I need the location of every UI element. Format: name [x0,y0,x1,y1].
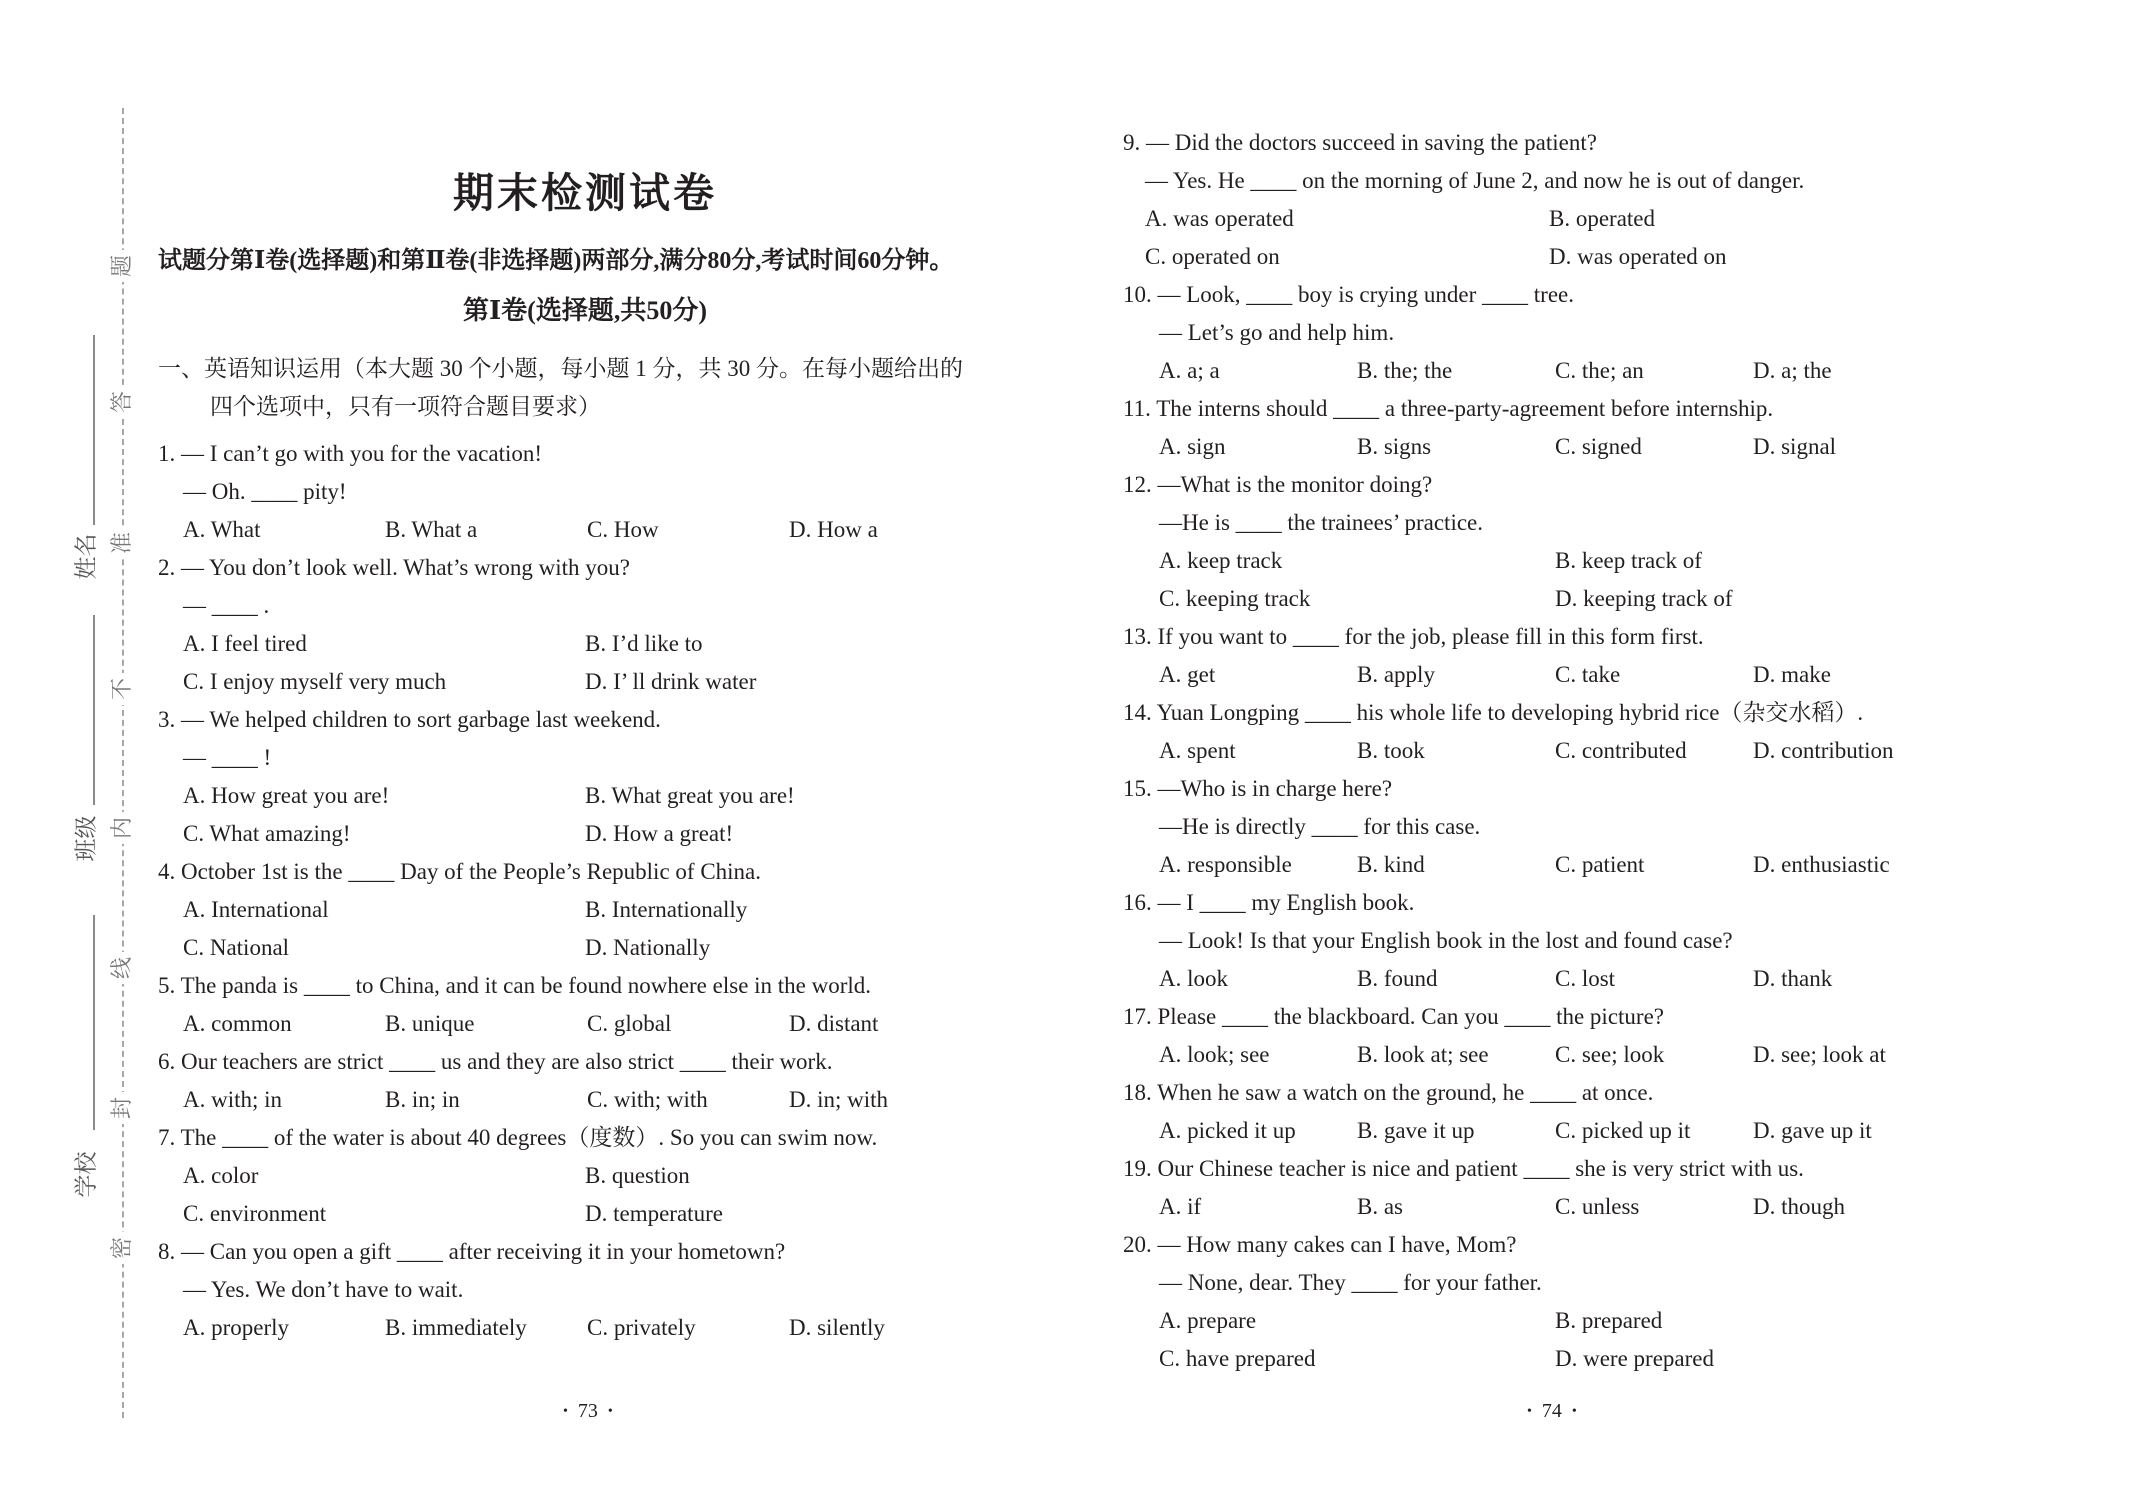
option-b[interactable]: B. took [1357,738,1425,763]
question [1123,1150,1951,1226]
name-field-line[interactable] [93,335,95,525]
question-stem: 2. — You don’t look well. What’s wrong with you? [158,555,630,580]
options-row [1123,732,1951,770]
name-field-label: 姓名 [73,533,99,580]
school-field-label: 学校 [73,1151,99,1198]
option-b[interactable]: B. question [585,1163,690,1188]
binding-char: 不 [106,673,138,705]
options-row [1123,1112,1951,1150]
option-a[interactable]: A. common [183,1011,292,1036]
option-b[interactable]: B. look at; see [1357,1042,1489,1067]
question-stem: 8. — Can you open a gift ____ after receiving it in your hometown? [158,1239,786,1264]
question-dialogue: — Yes. We don’t have to wait. [183,1277,464,1302]
option-a[interactable]: A. was operated [1145,206,1294,231]
option-c[interactable]: C. global [587,1011,672,1036]
option-d[interactable]: D. enthusiastic [1753,852,1890,877]
question-stem: 3. — We helped children to sort garbage last weekend. [158,707,661,732]
options-row [1123,846,1951,884]
question-stem: 15. —Who is in charge here? [1123,776,1393,801]
question-stem: 13. If you want to ____ for the job, please fill in this form first. [1123,624,1704,649]
page-number-right: • 74 • [1527,1400,1577,1422]
options-row [1123,1302,1951,1340]
option-c[interactable]: C. signed [1555,434,1642,459]
option-c[interactable]: C. keeping track [1159,586,1311,611]
option-c[interactable]: C. contributed [1555,738,1687,763]
option-b[interactable]: B. gave it up [1357,1118,1475,1143]
question-stem: 11. The interns should ____ a three-party-agreement before internship. [1123,396,1774,421]
option-c[interactable]: C. the; an [1555,358,1644,383]
question [1123,1074,1951,1150]
options-row [158,511,991,549]
question-stem: 14. Yuan Longping ____ his whole life to developing hybrid rice（杂交水稻）. [1123,700,1864,725]
question-stem: 9. — Did the doctors succeed in saving the patient? [1123,130,1597,155]
options-row [158,1309,991,1347]
binding-dashed-line [122,108,124,1418]
option-b[interactable]: B. apply [1357,662,1435,687]
option-d[interactable]: D. Nationally [585,935,711,960]
option-a[interactable]: A. I feel tired [183,631,307,656]
exam-intro: 试题分第Ⅰ卷(选择题)和第Ⅱ卷(非选择题)两部分,满分80分,考试时间60分钟。 [158,248,954,274]
option-d[interactable]: D. contribution [1753,738,1894,763]
option-c[interactable]: C. with; with [587,1087,708,1112]
binding-char: 内 [106,812,138,844]
option-a[interactable]: A. picked it up [1159,1118,1296,1143]
option-b[interactable]: B. immediately [385,1315,527,1340]
option-d[interactable]: D. make [1753,662,1831,687]
option-a[interactable]: A. get [1159,662,1216,687]
question-stem: 12. —What is the monitor doing? [1123,472,1433,497]
question [158,967,991,1043]
options-row [158,929,991,967]
question [1123,998,1951,1074]
option-a[interactable]: A. International [183,897,329,922]
page-number-left: • 73 • [563,1400,613,1422]
option-b[interactable]: B. the; the [1357,358,1453,383]
option-b[interactable]: B. found [1357,966,1438,991]
option-a[interactable]: A. How great you are! [183,783,390,808]
options-row [158,777,991,815]
option-c[interactable]: C. How [587,517,659,542]
option-c[interactable]: C. privately [587,1315,696,1340]
option-b[interactable]: B. kind [1357,852,1425,877]
option-c[interactable]: C. lost [1555,966,1616,991]
option-d[interactable]: D. thank [1753,966,1833,991]
option-b[interactable]: B. unique [385,1011,475,1036]
options-row [1123,1036,1951,1074]
options-row [158,1195,991,1233]
option-d[interactable]: D. silently [789,1315,885,1340]
option-a[interactable]: A. responsible [1159,852,1292,877]
options-row [1123,200,1951,238]
question-stem: 7. The ____ of the water is about 40 degrees（度数）. So you can swim now. [158,1125,878,1150]
option-d[interactable]: D. I’ ll drink water [585,669,757,694]
question-dialogue: — None, dear. They ____ for your father. [1159,1270,1542,1295]
question [158,435,991,549]
option-a[interactable]: A. with; in [183,1087,283,1112]
part-one-title: 第Ⅰ卷(选择题,共50分) [463,296,707,325]
option-c[interactable]: C. What amazing! [183,821,351,846]
option-a[interactable]: A. a; a [1159,358,1220,383]
question [1123,618,1951,694]
question-list-right [1123,124,1951,1378]
question-dialogue: — ____ ! [183,745,272,770]
question-stem: 16. — I ____ my English book. [1123,890,1415,915]
option-d[interactable]: D. gave up it [1753,1118,1872,1143]
options-row [1123,542,1951,580]
options-row [1123,238,1951,276]
page-number-text: 74 [1541,1400,1562,1422]
left-page [0,0,1065,1508]
option-b[interactable]: B. in; in [385,1087,460,1112]
question [1123,1226,1951,1378]
option-d[interactable]: D. was operated on [1549,244,1727,269]
page-number-text: 73 [577,1400,598,1422]
exam-title: 期末检测试卷 [453,170,717,216]
options-row [158,1157,991,1195]
option-d[interactable]: D. temperature [585,1201,723,1226]
option-d[interactable]: D. though [1753,1194,1845,1219]
question [158,1233,991,1347]
binding-char: 封 [106,1092,138,1124]
option-d[interactable]: D. distant [789,1011,879,1036]
binding-char: 线 [106,952,138,984]
question [1123,466,1951,618]
option-b[interactable]: B. What great you are! [585,783,795,808]
options-row [158,1005,991,1043]
option-a[interactable]: A. color [183,1163,259,1188]
options-row [158,1081,991,1119]
question-dialogue: — Yes. He ____ on the morning of June 2, and now he is out of danger. [1145,168,1805,193]
option-b[interactable]: B. What a [385,517,478,542]
class-field-line[interactable] [93,615,95,805]
option-d[interactable]: D. were prepared [1555,1346,1714,1371]
question [158,549,991,701]
option-d[interactable]: D. in; with [789,1087,889,1112]
question [158,853,991,967]
option-c[interactable]: C. picked up it [1555,1118,1691,1143]
options-row [1123,1340,1951,1378]
options-row [158,663,991,701]
option-c[interactable]: C. have prepared [1159,1346,1316,1371]
option-c[interactable]: C. environment [183,1201,327,1226]
question [1123,770,1951,884]
question-dialogue: — Look! Is that your English book in the lost and found case? [1159,928,1733,953]
question-list-left [158,435,991,1347]
question-stem: 1. — I can’t go with you for the vacation! [158,441,543,466]
options-row [1123,656,1951,694]
option-d[interactable]: D. a; the [1753,358,1832,383]
option-a[interactable]: A. properly [183,1315,290,1340]
options-row [1123,960,1951,998]
option-d[interactable]: D. keeping track of [1555,586,1733,611]
options-row [158,625,991,663]
option-d[interactable]: D. signal [1753,434,1837,459]
question [158,1043,991,1119]
question [158,1119,991,1233]
option-b[interactable]: B. operated [1549,206,1656,231]
question-dialogue: —He is directly ____ for this case. [1159,814,1481,839]
option-c[interactable]: C. National [183,935,290,960]
option-c[interactable]: C. see; look [1555,1042,1665,1067]
question-stem: 4. October 1st is the ____ Day of the People’s Republic of China. [158,859,762,884]
option-d[interactable]: D. see; look at [1753,1042,1886,1067]
option-b[interactable]: B. as [1357,1194,1403,1219]
option-c[interactable]: C. patient [1555,852,1645,877]
option-b[interactable]: B. signs [1357,434,1432,459]
question-stem: 5. The panda is ____ to China, and it can be found nowhere else in the world. [158,973,872,998]
option-a[interactable]: A. if [1159,1194,1202,1219]
question-stem: 10. — Look, ____ boy is crying under ____ tree. [1123,282,1574,307]
options-row [158,815,991,853]
option-a[interactable]: A. prepare [1159,1308,1257,1333]
question-dialogue: — Oh. ____ pity! [183,479,347,504]
option-a[interactable]: A. What [183,517,261,542]
option-c[interactable]: C. unless [1555,1194,1640,1219]
binding-char: 准 [106,527,138,559]
question-dialogue: — ____ . [183,593,270,618]
option-c[interactable]: C. I enjoy myself very much [183,669,447,694]
options-row [1123,1188,1951,1226]
option-b[interactable]: B. keep track of [1555,548,1702,573]
question-dialogue: — Let’s go and help him. [1159,320,1395,345]
question-stem: 6. Our teachers are strict ____ us and they are also strict ____ their work. [158,1049,833,1074]
option-a[interactable]: A. look; see [1159,1042,1270,1067]
question-stem: 20. — How many cakes can I have, Mom? [1123,1232,1517,1257]
option-a[interactable]: A. look [1159,966,1228,991]
question [1123,124,1951,276]
options-row [1123,428,1951,466]
question [1123,884,1951,998]
option-b[interactable]: B. Internationally [585,897,748,922]
option-d[interactable]: D. How a [789,517,878,542]
question-stem: 17. Please ____ the blackboard. Can you ____ the picture? [1123,1004,1664,1029]
option-b[interactable]: B. prepared [1555,1308,1663,1333]
school-field-line[interactable] [93,915,95,1130]
question [1123,276,1951,390]
options-row [1123,580,1951,618]
question-stem: 19. Our Chinese teacher is nice and patient ____ she is very strict with us. [1123,1156,1804,1181]
option-c[interactable]: C. take [1555,662,1621,687]
binding-char: 密 [106,1232,138,1264]
question [1123,390,1951,466]
option-a[interactable]: A. spent [1159,738,1236,763]
section-heading-line: 四个选项中，只有一项符合题目要求） [210,394,601,419]
option-c[interactable]: C. operated on [1145,244,1280,269]
option-a[interactable]: A. sign [1159,434,1226,459]
options-row [158,891,991,929]
section-heading [158,350,1018,426]
binding-char: 题 [106,250,138,282]
section-heading-line: 一、英语知识运用（本大题 30 个小题，每小题 1 分，共 30 分。在每小题给出的 [158,356,963,381]
question [158,701,991,853]
option-b[interactable]: B. I’d like to [585,631,703,656]
question-dialogue: —He is ____ the trainees’ practice. [1159,510,1483,535]
question-stem: 18. When he saw a watch on the ground, he ____ at once. [1123,1080,1654,1105]
binding-char: 答 [106,386,138,418]
right-page [1065,0,2131,1508]
option-d[interactable]: D. How a great! [585,821,734,846]
options-row [1123,352,1951,390]
question [1123,694,1951,770]
class-field-label: 班级 [73,815,99,862]
option-a[interactable]: A. keep track [1159,548,1283,573]
